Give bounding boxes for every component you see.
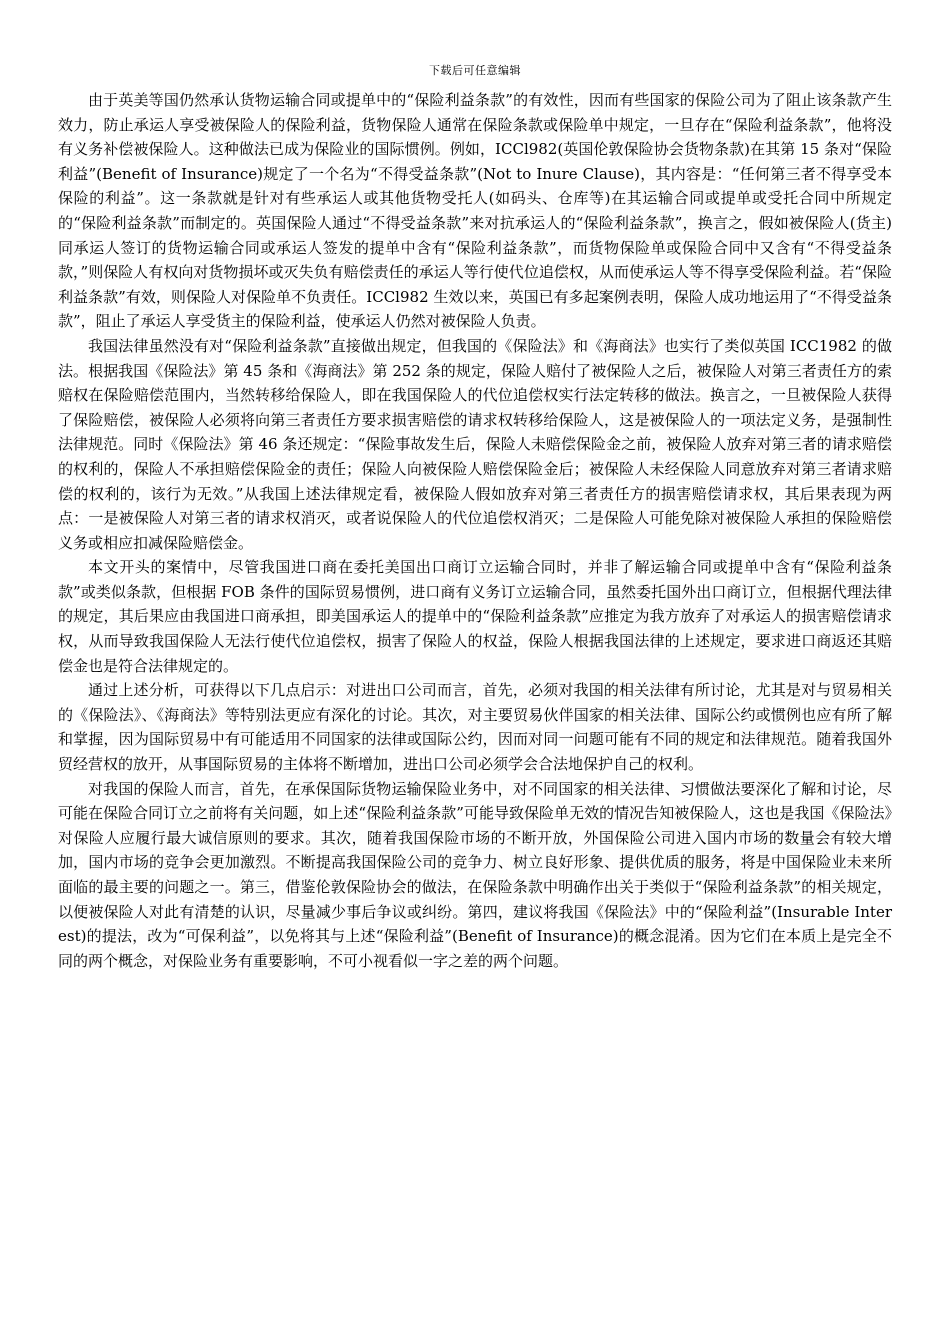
document-body (58, 88, 892, 973)
paragraph-3: 本文开头的案情中，尽管我国进口商在委托美国出口商订立运输合同时，并非了解运输合同或提单中含有“保险利益条款”或类似条款，但根据 FOB 条件的国际贸易惯例，进口商有义务订立运输合同，虽然委托国外出口商订立，但根据代理法律的规定，其后果应由我国进口商承担，即美国承运人的提单中的“保险利益条款”应推定为我方放弃了对承运人的损害赔偿请求权，从而导致我国保险人无法行使代位追偿权，损害了保险人的权益，保险人根据我国法律的上述规定，要求进口商返还其赔偿金也是符合法律规定的。 (58, 558, 892, 675)
paragraph-1: 由于英美等国仍然承认货物运输合同或提单中的“保险利益条款”的有效性，因而有些国家的保险公司为了阻止该条款产生效力，防止承运人享受被保险人的保险利益，货物保险人通常在保险条款或保险单中规定，一旦存在“保险利益条款”，他将没有义务补偿被保险人。这种做法已成为保险业的国际惯例。例如，ICCl982(英国伦敦保险协会货物条款)在其第 15 条对“保险利益”(Benefit of Insurance)规定了一个名为“不得受益条款”(Not to Inure Clause)，其内容是：“任何第三者不得享受本保险的利益”。这一条款就是针对有些承运人或其他货物受托人(如码头、仓库等)在其运输合同或提单或受托合同中所规定的“保险利益条款”而制定的。英国保险人通过“不得受益条款”来对抗承运人的“保险利益条款”，换言之，假如被保险人(货主)同承运人签订的货物运输合同或承运人签发的提单中含有“保险利益条款”，而货物保险单或保险合同中又含有“不得受益条款，”则保险人有权向对货物损坏或灭失负有赔偿责任的承运人等行使代位追偿权，从而使承运人等不得享受保险利益。若“保险利益条款”有效，则保险人对保险单不负责任。ICCl982 生效以来，英国已有多起案例表明，保险人成功地运用了“不得受益条款”，阻止了承运人享受货主的保险利益，使承运人仍然对被保险人负责。 (58, 91, 892, 331)
page-header: 下载后可任意编辑 (429, 64, 521, 77)
paragraph-2: 我国法律虽然没有对“保险利益条款”直接做出规定，但我国的《保险法》和《海商法》也实行了类似英国 ICC1982 的做法。根据我国《保险法》第 45 条和《海商法》第 252 条的规定，保险人赔付了被保险人之后，被保险人对第三者责任方的索赔权在保险赔偿范围内，当然转移给保险人，即在我国保险人的代位追偿权实行法定转移的做法。换言之，一旦被保险人获得了保险赔偿，被保险人必须将向第三者责任方要求损害赔偿的请求权转移给保险人，这是被保险人的一项法定义务，是强制性法律规范。同时《保险法》第 46 条还规定：“保险事故发生后，保险人未赔偿保险金之前，被保险人放弃对第三者的请求赔偿的权利的，保险人不承担赔偿保险金的责任；保险人向被保险人赔偿保险金后；被保险人未经保险人同意放弃对第三者请求赔偿的权利的，该行为无效。”从我国上述法律规定看，被保险人假如放弃对第三者责任方的损害赔偿请求权，其后果表现为两点：一是被保险人对第三者的请求权消灭，或者说保险人的代位追偿权消灭；二是保险人可能免除对被保险人承担的保险赔偿义务或相应扣减保险赔偿金。 (58, 336, 892, 552)
paragraph-5: 对我国的保险人而言，首先，在承保国际货物运输保险业务中，对不同国家的相关法律、习惯做法要深化了解和讨论，尽可能在保险合同订立之前将有关问题，如上述“保险利益条款”可能导致保险单无效的情况告知被保险人，这也是我国《保险法》对保险人应履行最大诚信原则的要求。其次，随着我国保险市场的不断开放，外国保险公司进入国内市场的数量会有较大增加，国内市场的竞争会更加激烈。不断提高我国保险公司的竞争力、树立良好形象、提供优质的服务，将是中国保险业未来所面临的最主要的问题之一。第三，借鉴伦敦保险协会的做法，在保险条款中明确作出关于类似于“保险利益条款”的相关规定，以便被保险人对此有清楚的认识，尽量减少事后争议或纠纷。第四，建议将我国《保险法》中的“保险利益”(Insurable Interest)的提法，改为“可保利益”，以免将其与上述“保险利益”(Benefit of Insurance)的概念混淆。因为它们在本质上是完全不同的两个概念，对保险业务有重要影响，不可小视看似一字之差的两个问题。 (58, 779, 892, 970)
paragraph-4: 通过上述分析，可获得以下几点启示：对进出口公司而言，首先，必须对我国的相关法律有所讨论，尤其是对与贸易相关的《保险法》、《海商法》等特别法更应有深化的讨论。其次，对主要贸易伙伴国家的相关法律、国际公约或惯例也应有所了解和掌握，因为国际贸易中有可能适用不同国家的法律或国际公约，因而对同一问题可能有不同的规定和法律规范。随着我国外贸经营权的放开，从事国际贸易的主体将不断增加，进出口公司必须学会合法地保护自己的权利。 (58, 681, 892, 774)
